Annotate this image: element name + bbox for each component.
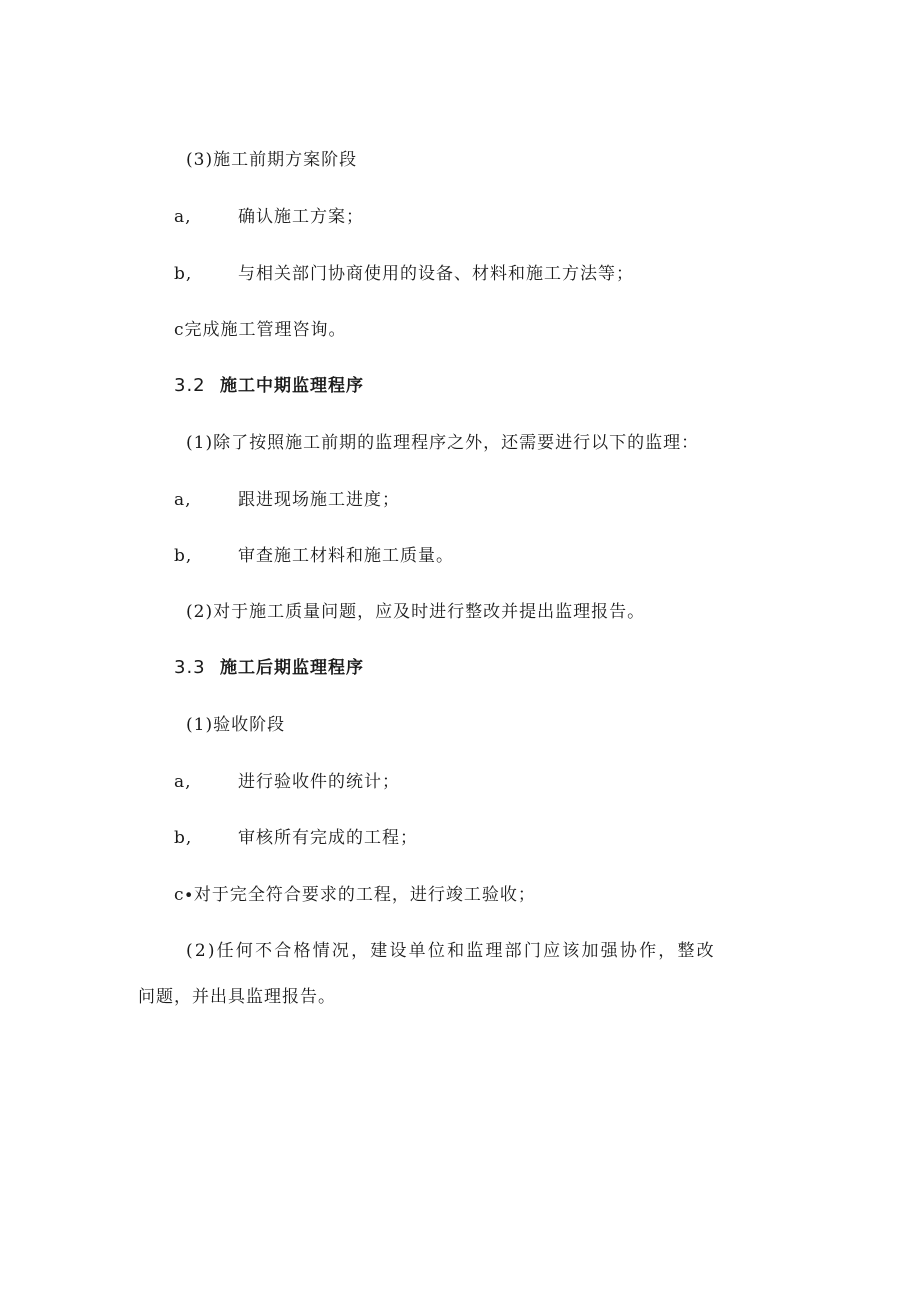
- list-item-c: c∙对于完全符合要求的工程，进行竣工验收；: [174, 885, 536, 905]
- list-item-b: [174, 826, 418, 850]
- list-item-a: [174, 488, 400, 512]
- paragraph-mid-construction: (1)除了按照施工前期的监理程序之外，还需要进行以下的监理：: [186, 433, 700, 453]
- list-item-b: [174, 544, 454, 568]
- list-item-c: c完成施工管理咨询。: [174, 320, 347, 340]
- section-number: 3.2: [174, 375, 206, 396]
- list-text: 审查施工材料和施工质量。: [238, 546, 454, 566]
- list-label: a,: [174, 490, 192, 510]
- list-label: a,: [174, 207, 192, 227]
- list-text: 进行验收件的统计；: [238, 772, 400, 792]
- list-item-a: [174, 205, 364, 229]
- list-text: 确认施工方案；: [238, 207, 364, 227]
- section-number: 3.3: [174, 657, 206, 678]
- list-item-b: [174, 262, 634, 286]
- list-text: 与相关部门协商使用的设备、材料和施工方法等；: [238, 264, 634, 284]
- list-label: a,: [174, 772, 192, 792]
- paragraph-pre-construction-stage: (3)施工前期方案阶段: [186, 150, 358, 170]
- paragraph-nonconformance-line-2: 问题，并出具监理报告。: [138, 987, 336, 1007]
- section-heading-3-3: [174, 656, 364, 680]
- list-text: 审核所有完成的工程；: [238, 828, 418, 848]
- list-label: b,: [174, 264, 193, 284]
- section-title: 施工后期监理程序: [220, 658, 364, 678]
- list-label: b,: [174, 828, 193, 848]
- paragraph-quality-issues: (2)对于施工质量问题，应及时进行整改并提出监理报告。: [186, 602, 646, 622]
- list-text: 跟进现场施工进度；: [238, 490, 400, 510]
- paragraph-acceptance-stage: (1)验收阶段: [186, 715, 286, 735]
- paragraph-nonconformance-line-1: (2)任何不合格情况，建设单位和监理部门应该加强协作，整改: [186, 941, 716, 961]
- list-item-a: [174, 770, 400, 794]
- list-label: b,: [174, 546, 193, 566]
- section-heading-3-2: [174, 374, 364, 398]
- section-title: 施工中期监理程序: [220, 376, 364, 396]
